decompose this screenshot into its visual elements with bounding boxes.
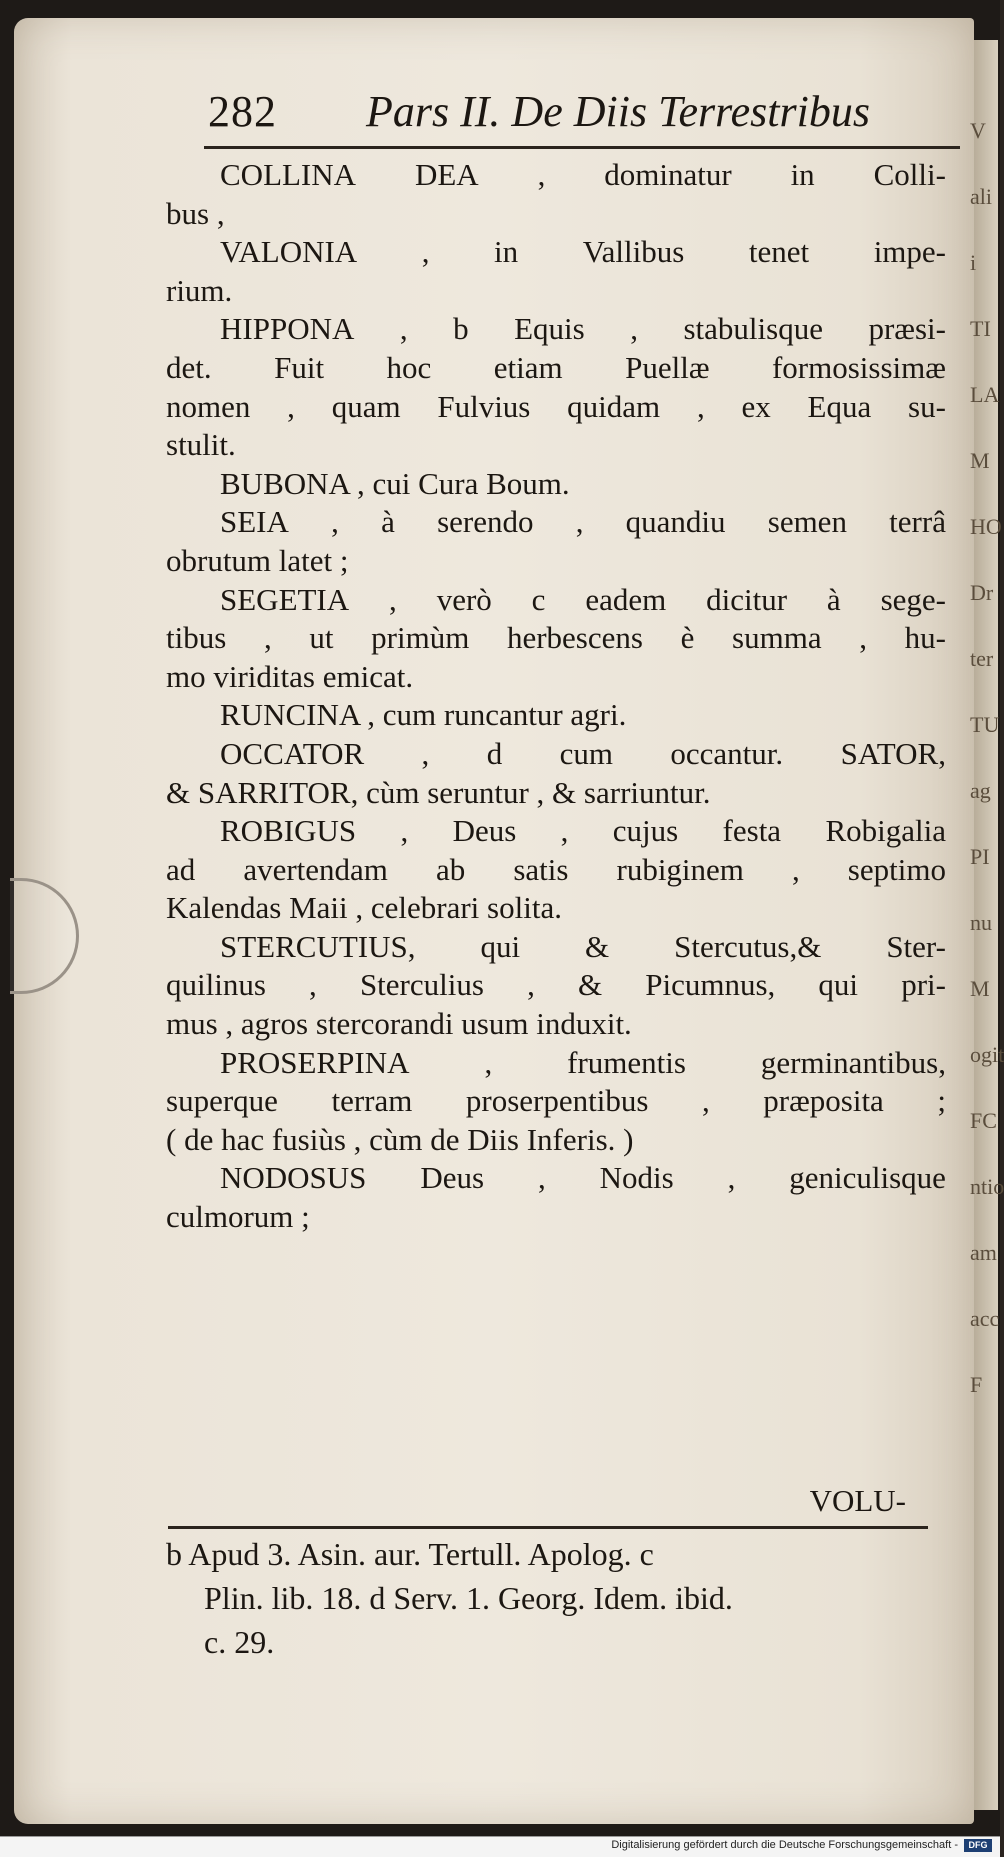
- word: d: [486, 735, 503, 771]
- word: primùm: [371, 620, 470, 656]
- word: Deus: [420, 1160, 485, 1196]
- word: Deus: [452, 813, 517, 849]
- word: terram: [331, 1083, 413, 1119]
- facing-page-fragment: nu: [970, 910, 992, 935]
- footnote-line: b Apud 3. Asin. aur. Tertull. Apolog. c: [166, 1536, 654, 1572]
- word: geniculisque: [789, 1160, 946, 1196]
- word: rubiginem: [616, 851, 744, 887]
- word: ,: [484, 1044, 493, 1080]
- body-line: [166, 349, 946, 388]
- body-line: [166, 619, 946, 658]
- word: quandiu: [625, 504, 726, 540]
- footnote-line: c. 29.: [204, 1624, 275, 1660]
- word: PROSERPINA: [220, 1044, 410, 1080]
- word: ,: [859, 620, 868, 656]
- word: cum: [559, 735, 613, 771]
- word: STERCUTIUS,: [220, 928, 416, 964]
- word: ad: [166, 851, 196, 887]
- body-line: RUNCINA , cum runcantur agri.: [220, 697, 627, 733]
- body-line: stulit.: [166, 427, 236, 463]
- word: ,: [400, 813, 409, 849]
- word: terrâ: [889, 504, 946, 540]
- footnote-rule: [168, 1526, 928, 1529]
- word: &: [577, 967, 603, 1003]
- word: ,: [399, 311, 408, 347]
- body-line: [166, 851, 946, 890]
- word: impe-: [873, 234, 946, 270]
- word: ,: [263, 620, 272, 656]
- word: NODOSUS: [220, 1160, 367, 1196]
- word: ,: [630, 311, 638, 347]
- word: b: [453, 311, 469, 347]
- body-line: rium.: [166, 272, 233, 308]
- word: eadem: [585, 581, 667, 617]
- word: ,: [575, 504, 584, 540]
- body-text: [166, 156, 946, 1237]
- word: ,: [696, 388, 705, 424]
- word: tenet: [748, 234, 810, 270]
- word: è: [680, 620, 695, 656]
- body-line: BUBONA , cui Cura Boum.: [220, 465, 570, 501]
- word: in: [494, 234, 519, 270]
- word: SEGETIA: [220, 581, 350, 617]
- word: dominatur: [604, 157, 732, 192]
- body-line: [166, 156, 946, 195]
- facing-page-fragment: ag: [970, 778, 991, 803]
- footer-credit: Digitalisierung gefördert durch die Deutsche Forschungsgemeinschaft -: [611, 1839, 958, 1851]
- word: ,: [791, 851, 800, 887]
- word: stabulisque: [683, 311, 823, 347]
- word: ,: [389, 581, 397, 617]
- word: proserpentibus: [465, 1083, 649, 1119]
- facing-page-fragment: ntio: [970, 1174, 1004, 1199]
- word: satis: [513, 851, 569, 887]
- body-line: bus ,: [166, 195, 225, 231]
- running-title: Pars II. De Diis Terrestribus: [366, 87, 871, 136]
- facing-page-fragment: Dr: [970, 580, 994, 605]
- word: sege-: [880, 581, 946, 617]
- body-line: [166, 1159, 946, 1198]
- word: Sterculius: [359, 967, 484, 1003]
- word: ex: [741, 388, 771, 424]
- dfg-logo: DFG: [964, 1839, 992, 1852]
- word: verò: [436, 581, 492, 617]
- word: Puellæ: [625, 349, 710, 385]
- word: ,: [421, 735, 430, 771]
- word: frumentis: [567, 1044, 686, 1080]
- word: HIPPONA: [220, 311, 355, 347]
- word: ,: [727, 1160, 736, 1196]
- word: præsi-: [868, 311, 946, 347]
- word: serendo: [437, 504, 534, 540]
- body-line: [166, 310, 946, 349]
- digitization-footer: [0, 1836, 1000, 1857]
- body-line: mus , agros stercorandi usum induxit.: [166, 1006, 632, 1042]
- body-line: ( de hac fusiùs , cùm de Diis Inferis. ): [166, 1121, 634, 1157]
- facing-page-fragment: M: [970, 448, 990, 473]
- word: ,: [701, 1083, 710, 1119]
- word: germinantibus,: [760, 1044, 946, 1080]
- body-line: [166, 1044, 946, 1083]
- word: ROBIGUS: [220, 813, 357, 849]
- word: festa: [722, 813, 782, 849]
- body-line: [166, 388, 946, 427]
- facing-page-fragment: ogit: [970, 1042, 1004, 1067]
- word: Fuit: [274, 349, 325, 385]
- word: COLLINA: [220, 157, 357, 192]
- word: ut: [309, 620, 334, 656]
- body-line: culmorum ;: [166, 1199, 310, 1235]
- word: qui: [480, 928, 521, 964]
- word: det.: [166, 349, 212, 385]
- word: summa: [732, 620, 822, 656]
- footnote-line: Plin. lib. 18. d Serv. 1. Georg. Idem. ibid.: [204, 1580, 733, 1616]
- facing-page-fragment: HO: [970, 514, 1002, 539]
- word: ,: [331, 504, 339, 540]
- word: in: [790, 157, 815, 192]
- word: à: [381, 504, 395, 540]
- word: quam: [331, 388, 401, 424]
- body-line: obrutum latet ;: [166, 542, 349, 578]
- word: ,: [537, 157, 546, 192]
- facing-page-edge: [970, 40, 1004, 1810]
- word: quilinus: [166, 967, 266, 1003]
- page-number: 282: [208, 87, 277, 136]
- facing-page-fragment: acc: [970, 1306, 1000, 1331]
- catchword: VOLU-: [809, 1483, 906, 1518]
- body-line: [166, 735, 946, 774]
- word: ,: [560, 813, 569, 849]
- body-line: [166, 966, 946, 1005]
- facing-page-fragment: LA: [970, 382, 1000, 407]
- body-line: [166, 1082, 946, 1121]
- word: præposita: [763, 1083, 884, 1119]
- header-rule: [204, 146, 960, 149]
- word: hu-: [904, 620, 946, 656]
- word: c: [531, 581, 546, 617]
- word: SEIA: [220, 504, 289, 540]
- word: ,: [309, 967, 317, 1003]
- word: ,: [287, 388, 295, 424]
- word: &: [585, 928, 610, 964]
- word: avertendam: [243, 851, 388, 887]
- page-clasp-mark: [10, 878, 79, 994]
- word: dicitur: [706, 581, 788, 617]
- word: Fulvius: [437, 388, 531, 424]
- word: herbescens: [506, 620, 643, 656]
- word: cujus: [612, 813, 679, 849]
- facing-page-fragment: F: [970, 1372, 983, 1397]
- facing-page-fragment: ali: [970, 184, 992, 209]
- word: Nodis: [599, 1160, 674, 1196]
- footnotes: [166, 1532, 936, 1664]
- word: ab: [435, 851, 466, 887]
- facing-page-fragment: i: [970, 250, 977, 275]
- body-line: [166, 581, 946, 620]
- word: Stercutus,&: [674, 928, 822, 964]
- word: Vallibus: [582, 234, 685, 270]
- body-line: [166, 928, 946, 967]
- word: tibus: [166, 620, 227, 656]
- word: Equis: [514, 311, 585, 347]
- word: Colli-: [873, 157, 946, 192]
- body-line: Kalendas Maii , celebrari solita.: [166, 890, 562, 926]
- word: ;: [937, 1083, 946, 1119]
- facing-page-fragment: FC: [970, 1108, 997, 1133]
- facing-page-fragment: TI: [970, 316, 991, 341]
- word: semen: [767, 504, 847, 540]
- facing-page-fragment: am: [970, 1240, 997, 1265]
- word: Picumnus,: [645, 967, 776, 1003]
- word: pri-: [901, 967, 946, 1003]
- word: septimo: [847, 851, 946, 887]
- word: quidam: [567, 388, 661, 424]
- page-header: [208, 86, 928, 146]
- word: DEA: [414, 157, 479, 192]
- word: à: [826, 581, 841, 617]
- body-line: mo viriditas emicat.: [166, 658, 414, 694]
- word: occantur.: [670, 735, 784, 771]
- facing-page-fragment: TU: [970, 712, 1000, 737]
- word: nomen: [166, 388, 251, 424]
- facing-page-fragment: V: [970, 118, 986, 143]
- facing-page-fragment: ter: [970, 646, 994, 671]
- word: Equa: [807, 388, 872, 424]
- word: OCCATOR: [220, 735, 365, 771]
- word: ,: [527, 967, 535, 1003]
- word: su-: [908, 388, 946, 424]
- word: superque: [166, 1083, 278, 1119]
- word: etiam: [493, 349, 563, 385]
- body-line: [166, 233, 946, 272]
- word: Ster-: [886, 928, 946, 964]
- body-line: [166, 812, 946, 851]
- word: hoc: [386, 349, 432, 385]
- word: VALONIA: [220, 234, 358, 270]
- word: SATOR,: [840, 735, 946, 771]
- word: ,: [537, 1160, 546, 1196]
- facing-page-fragment: PI: [970, 844, 990, 869]
- facing-page-fragment: M: [970, 976, 990, 1001]
- word: ,: [421, 234, 430, 270]
- word: qui: [818, 967, 859, 1003]
- word: Robigalia: [825, 813, 946, 849]
- body-line: & SARRITOR, cùm seruntur , & sarriuntur.: [166, 774, 711, 810]
- body-line: [166, 503, 946, 542]
- word: formosissimæ: [771, 349, 946, 385]
